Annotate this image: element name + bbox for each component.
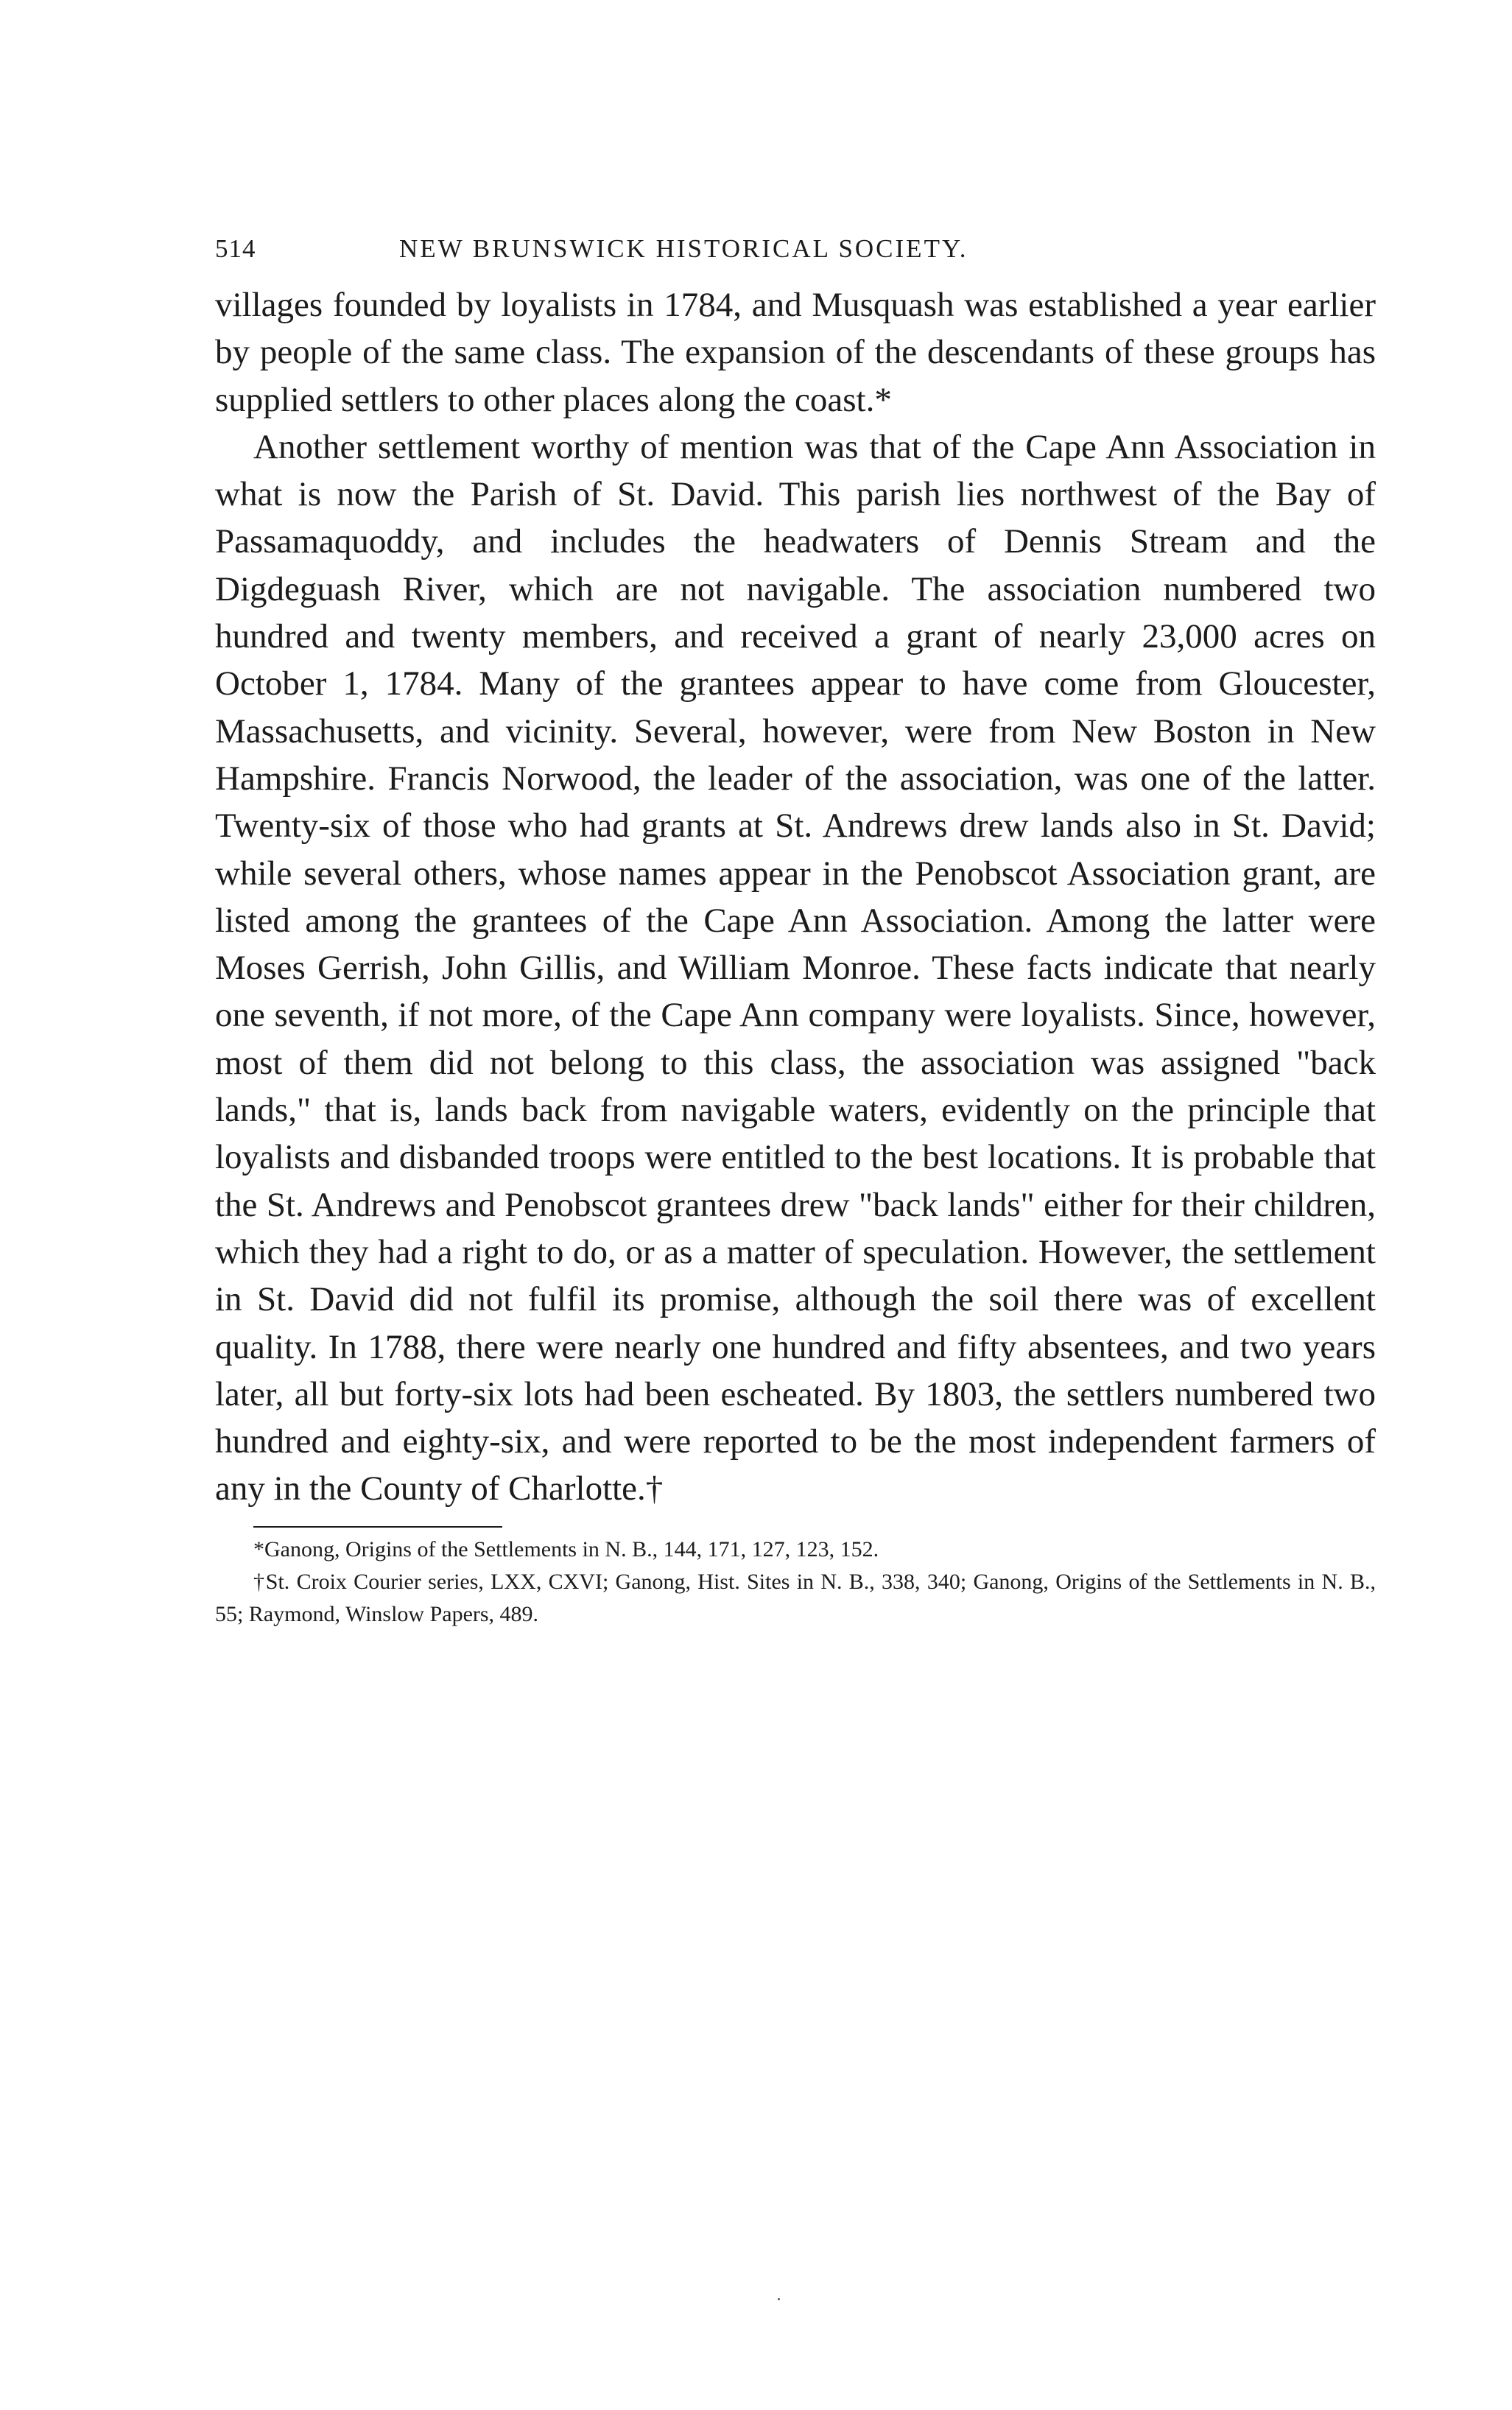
footnote-divider <box>253 1526 502 1528</box>
paragraph-cape-ann-association: Another settlement worthy of mention was that of the Cape Ann Association in what is now the Parish of St. David. This parish lies northwest of the Bay of Passamaquoddy, and includes the headwaters of Dennis Stream and the Digdeguash River, which are not navigable. The association numbered two hundred and twenty members, and received a grant of nearly 23,000 acres on October 1, 1784. Many of the grantees appear to have come from Gloucester, Massachusetts, and vicinity. Several, however, were from New Boston in New Hampshire. Francis Norwood, the leader of the association, was one of the latter. Twenty-six of those who had grants at St. Andrews drew lands also in St. David; while several others, whose names appear in the Penobscot Association grant, are listed among the grantees of the Cape Ann Association. Among the latter were Moses Gerrish, John Gillis, and William Monroe. These facts indicate that nearly one seventh, if not more, of the Cape Ann company were loyalists. Since, however, most of them did not belong to this class, the association was assigned "back lands," that is, lands back from navigable waters, evidently on the principle that loyalists and disbanded troops were entitled to the best locations. It is probable that the St. Andrews and Penobscot grantees drew "back lands" either for their children, which they had a right to do, or as a matter of speculation. However, the settlement in St. David did not fulfil its promise, although the soil there was of excellent quality. In 1788, there were nearly one hundred and fifty absentees, and two years later, all but forty-six lots had been escheated. By 1803, the settlers numbered two hundred and eighty-six, and were reported to be the most independent farmers of any in the County of Charlotte.† <box>215 427 1376 1508</box>
body-text <box>215 281 1376 1513</box>
footnotes <box>215 1534 1376 1631</box>
footnote-dagger: †St. Croix Courier series, LXX, CXVI; Ganong, Hist. Sites in N. B., 338, 340; Ganong, Origins of the Settlements in N. B., 55; Raymond, Winslow Papers, 489. <box>215 1569 1376 1626</box>
paragraph-continued: villages founded by loyalists in 1784, and Musquash was established a year earlier by people of the same class. The expansion of the descendants of these groups has supplied settlers to other places along the coast.* <box>215 286 1376 419</box>
scan-speck <box>778 2298 780 2300</box>
book-page <box>215 234 1376 1631</box>
page-number: 514 <box>215 234 256 263</box>
footnote-asterisk: *Ganong, Origins of the Settlements in N. B., 144, 171, 127, 123, 152. <box>253 1536 879 1561</box>
running-title: NEW BRUNSWICK HISTORICAL SOCIETY. <box>399 234 968 263</box>
running-head <box>215 234 1376 281</box>
